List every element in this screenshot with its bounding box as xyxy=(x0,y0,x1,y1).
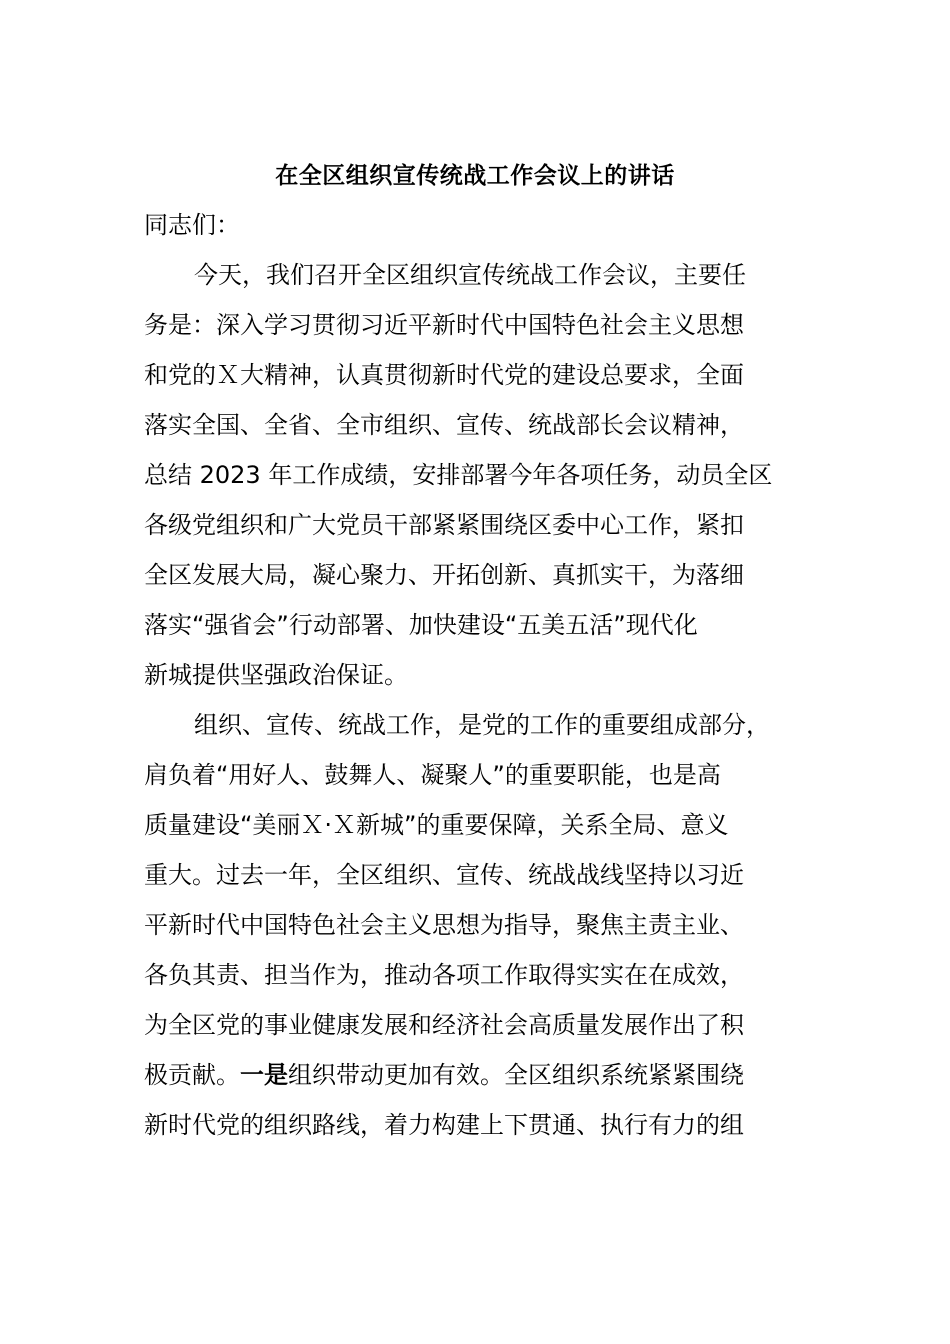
paragraph-line: 为全区党的事业健康发展和经济社会高质量发展作出了积 xyxy=(144,1011,744,1039)
text-segment: 极贡献。 xyxy=(144,1061,240,1089)
paragraph-line: 和党的Ｘ大精神，认真贯彻新时代党的建设总要求，全面 xyxy=(144,361,744,389)
document-title: 在全区组织宣传统战工作会议上的讲话 xyxy=(275,163,675,189)
document-body xyxy=(144,200,814,1150)
paragraph-line: 新城提供坚强政治保证。 xyxy=(144,661,408,689)
paragraph-line: 各负其责、担当作为，推动各项工作取得实实在在成效， xyxy=(144,961,744,989)
paragraph-line: 总结 2023 年工作成绩，安排部署今年各项任务，动员全区 xyxy=(144,461,773,489)
paragraph-line: 平新时代中国特色社会主义思想为指导，聚焦主责主业、 xyxy=(144,911,744,939)
paragraph-line: 质量建设“美丽Ｘ·Ｘ新城”的重要保障，关系全局、意义 xyxy=(144,811,729,839)
paragraph-line: 全区发展大局，凝心聚力、开拓创新、真抓实干，为落细 xyxy=(144,561,744,589)
paragraph-line: 今天，我们召开全区组织宣传统战工作会议，主要任 xyxy=(194,261,746,289)
paragraph-line: 重大。过去一年，全区组织、宣传、统战战线坚持以习近 xyxy=(144,861,744,889)
paragraph-line: 肩负着“用好人、鼓舞人、凝聚人”的重要职能，也是高 xyxy=(144,761,721,789)
paragraph-line: 落实全国、全省、全市组织、宣传、统战部长会议精神， xyxy=(144,411,744,439)
text-segment: 组织带动更加有效。全区组织系统紧紧围绕 xyxy=(288,1061,744,1089)
greeting: 同志们： xyxy=(144,211,240,239)
paragraph-line: 新时代党的组织路线，着力构建上下贯通、执行有力的组 xyxy=(144,1111,744,1139)
paragraph-line: 各级党组织和广大党员干部紧紧围绕区委中心工作，紧扣 xyxy=(144,511,744,539)
emphasis-text: 一是 xyxy=(240,1061,288,1089)
paragraph-line: 落实“强省会”行动部署、加快建设“五美五活”现代化 xyxy=(144,611,698,639)
paragraph-line-with-emphasis xyxy=(144,1050,814,1100)
paragraph-line: 组织、宣传、统战工作，是党的工作的重要组成部分， xyxy=(194,711,770,739)
paragraph-line: 务是：深入学习贯彻习近平新时代中国特色社会主义思想 xyxy=(144,311,744,339)
